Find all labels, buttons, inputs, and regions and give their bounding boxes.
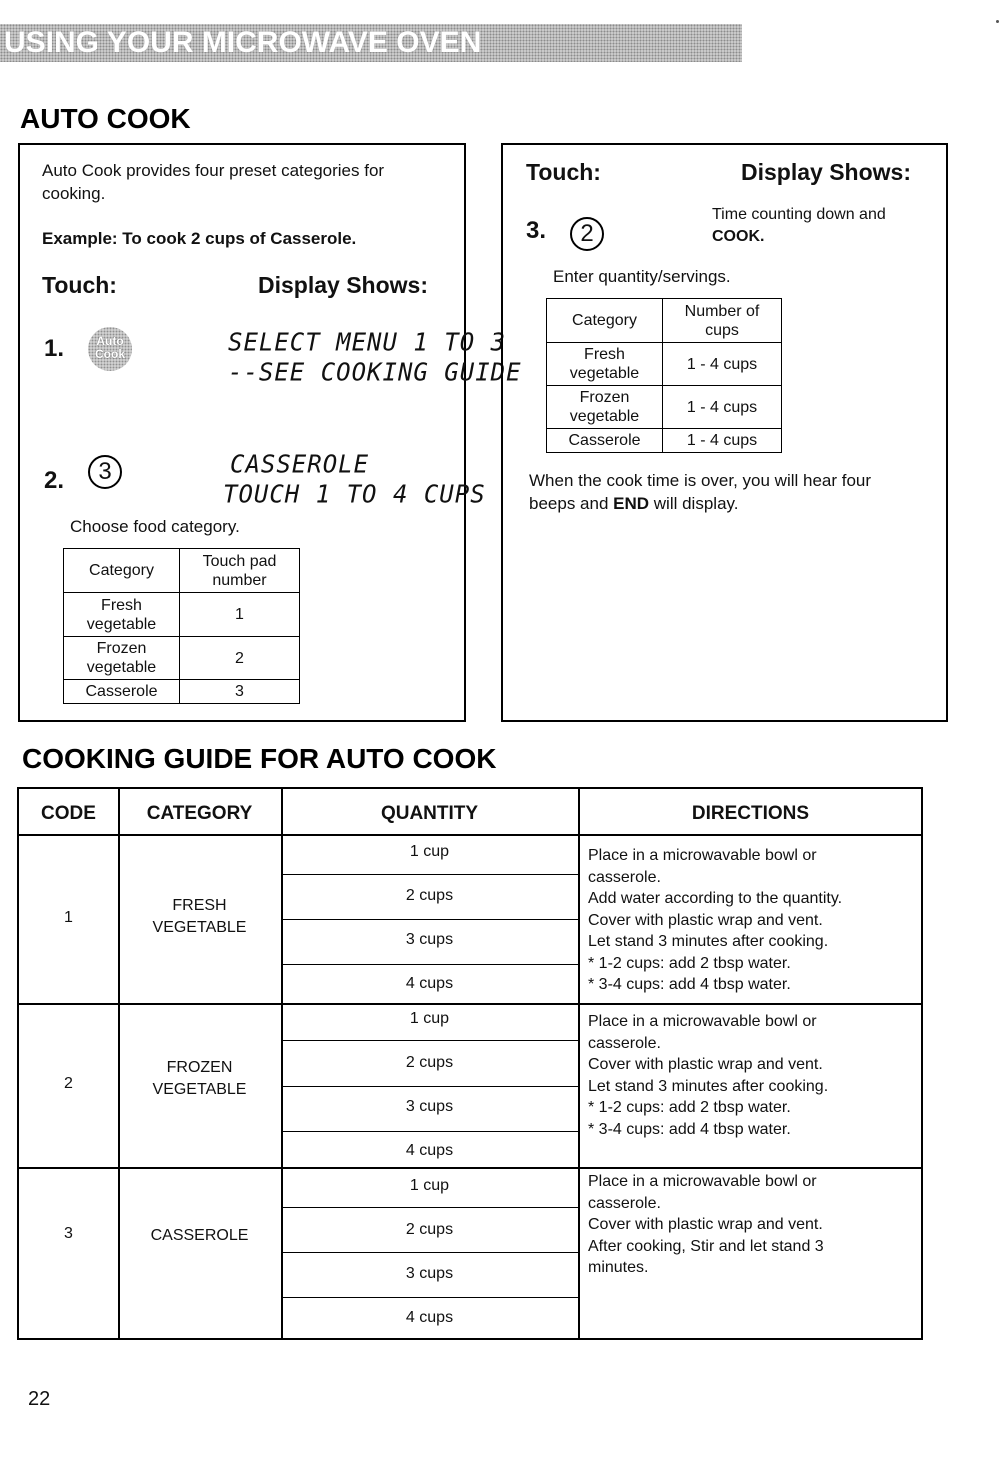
category-cell [118, 1225, 281, 1247]
quantity-cell: 4 cups [405, 1309, 454, 1326]
table-row [547, 343, 782, 386]
column-divider [578, 789, 580, 1338]
auto-cook-button-line1: Auto [96, 334, 124, 348]
table-cell: 1 - 4 cups [663, 429, 782, 453]
header-code: CODE [41, 803, 96, 824]
number-pad-3-button[interactable]: 3 [88, 455, 122, 489]
intro-text: Auto Cook provides four preset categories for cooking. [42, 161, 385, 203]
direction-line: Place in a microwavable bowl or [588, 1013, 817, 1030]
table-cell: Casserole [64, 680, 180, 704]
quantity-divider [281, 1297, 578, 1298]
direction-line: casserole. [588, 868, 661, 886]
directions-cell [588, 845, 842, 996]
display-line-see-guide: --SEE COOKING GUIDE [228, 357, 522, 387]
quantity-divider [281, 1252, 578, 1253]
category-touchpad-table [63, 548, 300, 704]
quantity-cell: 1 cup [409, 843, 450, 860]
table-cell: 3 [180, 680, 300, 704]
display-line-casserole: CASSEROLE [230, 449, 370, 479]
header-quantity: QUANTITY [380, 803, 479, 824]
category-cell [118, 895, 281, 939]
number-pad-2-button[interactable]: 2 [570, 217, 604, 251]
quantity-divider [281, 1086, 578, 1087]
quantity-divider [281, 1131, 578, 1132]
header-divider [19, 834, 921, 836]
category-line: VEGETABLE [152, 1081, 247, 1098]
display-cook: COOK. [712, 228, 765, 245]
display-line-select-menu: SELECT MENU 1 TO 3 [228, 327, 507, 357]
direction-line: Add water according to the quantity. [588, 890, 843, 907]
table-cell: 2 [180, 637, 300, 680]
table-cell: Frozen vegetable [64, 637, 180, 680]
end-note-text-tail: will display. [649, 494, 739, 513]
direction-line: * 3-4 cups: add 4 tbsp water. [588, 976, 791, 993]
table-header-row [547, 299, 782, 343]
code-cell: 1 [64, 909, 73, 926]
quantity-cell: 4 cups [405, 1142, 454, 1159]
direction-line: After cooking, Stir and let stand 3 [588, 1237, 824, 1255]
cooking-guide-title: COOKING GUIDE FOR AUTO COOK [22, 743, 497, 774]
category-line: VEGETABLE [152, 919, 247, 936]
direction-line: * 3-4 cups: add 4 tbsp water. [588, 1120, 791, 1138]
header-cell: Touch pad number [180, 549, 300, 593]
direction-line: Let stand 3 minutes after cooking. [588, 1077, 829, 1095]
table-cell: 1 - 4 cups [663, 343, 782, 386]
quantity-cell: 2 cups [405, 887, 454, 904]
touch-label: Touch: [42, 272, 117, 298]
enter-quantity-text: Enter quantity/servings. [553, 267, 731, 286]
header-cell: Category [547, 299, 663, 343]
end-note [529, 469, 909, 515]
quantity-cell: 1 cup [409, 1177, 450, 1194]
display-shows-label: Display Shows: [258, 272, 428, 298]
quantity-divider [281, 964, 578, 965]
section-banner [0, 24, 742, 62]
corner-mark [996, 20, 999, 23]
table-row [64, 593, 300, 637]
display-shows-label: Display Shows: [741, 159, 911, 185]
end-keyword: END [613, 494, 650, 513]
code-cell: 3 [64, 1225, 73, 1242]
auto-cook-title: AUTO COOK [20, 103, 191, 134]
table-cell: Casserole [547, 429, 663, 453]
quantity-cell: 3 cups [405, 931, 454, 948]
quantity-divider [281, 1207, 578, 1208]
display-time-counting: Time counting down and [712, 206, 886, 223]
direction-line: minutes. [588, 1259, 649, 1276]
header-cell: Category [64, 549, 180, 593]
auto-cook-panel [18, 143, 522, 722]
cooking-guide-table [17, 787, 923, 1340]
table-row [64, 637, 300, 680]
quantity-cell: 2 cups [405, 1054, 454, 1071]
table-cell: 1 - 4 cups [663, 386, 782, 429]
direction-line: Place in a microwavable bowl or [588, 1173, 817, 1190]
category-cups-table [546, 298, 782, 453]
quantity-divider [281, 874, 578, 875]
step-3-panel [501, 143, 948, 722]
direction-line: casserole. [588, 1194, 661, 1212]
quantity-cell: 3 cups [405, 1098, 454, 1115]
step-2-number: 2. [44, 467, 65, 494]
table-cell: Fresh vegetable [547, 343, 663, 386]
category-line: FROZEN [166, 1059, 233, 1076]
example-text: Example: To cook 2 cups of Casserole. [42, 229, 357, 248]
quantity-cell: 3 cups [405, 1265, 454, 1282]
direction-line: Place in a microwavable bowl or [588, 847, 817, 864]
table-row [64, 680, 300, 704]
direction-line: Cover with plastic wrap and vent. [588, 911, 823, 929]
header-directions: DIRECTIONS [691, 803, 810, 824]
quantity-cell: 2 cups [405, 1221, 454, 1238]
quantity-divider [281, 919, 578, 920]
step-1-number: 1. [44, 335, 65, 362]
touch-label: Touch: [526, 159, 601, 185]
quantity-divider [281, 1040, 578, 1041]
row-divider [19, 1167, 921, 1169]
auto-cook-button[interactable] [88, 327, 132, 371]
direction-line: Cover with plastic wrap and vent. [588, 1216, 823, 1233]
page-number: 22 [28, 1388, 51, 1410]
auto-cook-button-line2: Cook [95, 347, 125, 361]
banner-title: USING YOUR MICROWAVE OVEN [4, 26, 482, 59]
quantity-cell: 1 cup [409, 1010, 450, 1027]
end-note-text: When the cook time is over, you will hear four beeps and [529, 471, 872, 513]
table-cell: 1 [180, 593, 300, 637]
table-cell: Frozen vegetable [547, 386, 663, 429]
category-cell [118, 1057, 281, 1101]
direction-line: casserole. [588, 1034, 661, 1052]
step-3-number: 3. [526, 217, 547, 244]
quantity-cell: 4 cups [405, 975, 454, 992]
directions-cell [588, 1011, 828, 1140]
directions-cell [588, 1171, 824, 1279]
choose-category-text: Choose food category. [70, 517, 240, 536]
category-line: CASSEROLE [150, 1227, 249, 1244]
category-line: FRESH [172, 897, 227, 914]
header-cell: Number of cups [663, 299, 782, 343]
table-row [547, 429, 782, 453]
table-cell: Fresh vegetable [64, 593, 180, 637]
table-header-row [64, 549, 300, 593]
code-cell: 2 [64, 1075, 73, 1092]
header-category: CATEGORY [146, 803, 253, 824]
row-divider [19, 1003, 921, 1005]
direction-line: * 1-2 cups: add 2 tbsp water. [588, 1099, 791, 1116]
direction-line: Let stand 3 minutes after cooking. [588, 933, 829, 950]
table-row [547, 386, 782, 429]
direction-line: * 1-2 cups: add 2 tbsp water. [588, 954, 791, 972]
display-line-touch-cups: TOUCH 1 TO 4 CUPS [223, 479, 486, 509]
direction-line: Cover with plastic wrap and vent. [588, 1056, 823, 1073]
